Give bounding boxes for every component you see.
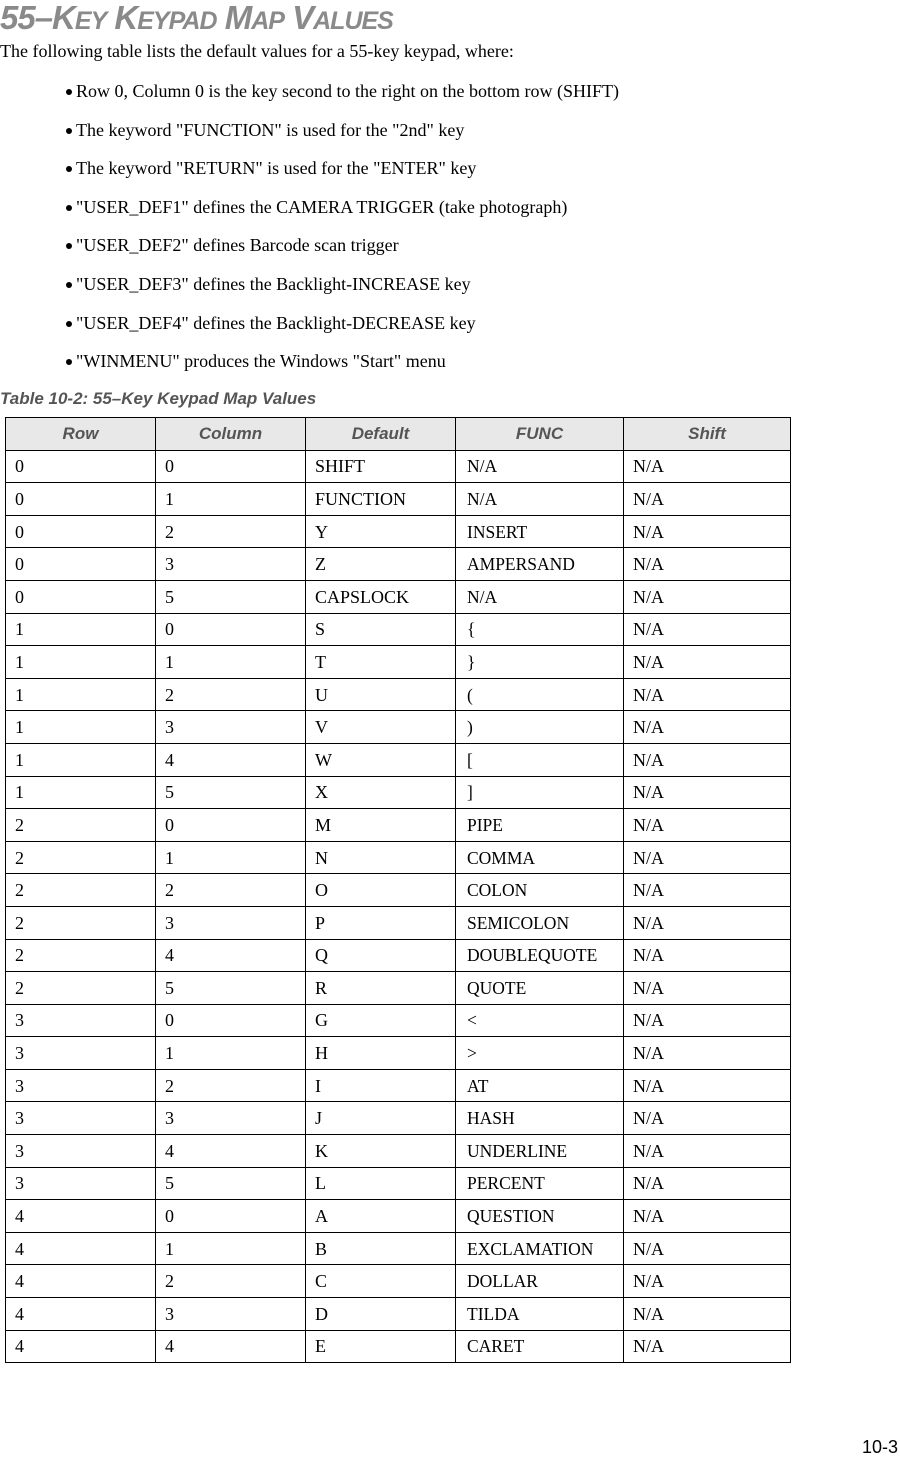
table-row xyxy=(6,841,791,874)
cell-default: P xyxy=(306,906,456,939)
table-row xyxy=(6,450,791,483)
cell-row: 1 xyxy=(6,711,156,744)
table-row xyxy=(6,646,791,679)
table-row xyxy=(6,1135,791,1168)
cell-shift: N/A xyxy=(624,1265,791,1298)
cell-column: 0 xyxy=(156,613,306,646)
cell-default: W xyxy=(306,743,456,776)
cell-row: 0 xyxy=(6,580,156,613)
table-row xyxy=(6,613,791,646)
table-row xyxy=(6,1265,791,1298)
keypad-map-table xyxy=(5,417,791,1363)
cell-shift: N/A xyxy=(624,939,791,972)
cell-func: QUOTE xyxy=(456,972,624,1005)
table-row xyxy=(6,678,791,711)
cell-row: 1 xyxy=(6,678,156,711)
table-row xyxy=(6,483,791,516)
cell-default: L xyxy=(306,1167,456,1200)
cell-shift: N/A xyxy=(624,1004,791,1037)
cell-func: COMMA xyxy=(456,841,624,874)
cell-shift: N/A xyxy=(624,450,791,483)
cell-default: H xyxy=(306,1037,456,1070)
cell-default: G xyxy=(306,1004,456,1037)
cell-default: A xyxy=(306,1200,456,1233)
cell-func: [ xyxy=(456,743,624,776)
table-row xyxy=(6,1069,791,1102)
cell-default: E xyxy=(306,1330,456,1363)
cell-shift: N/A xyxy=(624,711,791,744)
cell-column: 0 xyxy=(156,450,306,483)
cell-default: D xyxy=(306,1298,456,1331)
cell-func: > xyxy=(456,1037,624,1070)
cell-column: 1 xyxy=(156,1232,306,1265)
cell-column: 5 xyxy=(156,580,306,613)
bullet-item: "USER_DEF1" defines the CAMERA TRIGGER (take photograph) xyxy=(0,196,619,235)
cell-shift: N/A xyxy=(624,1069,791,1102)
cell-column: 1 xyxy=(156,1037,306,1070)
cell-func: HASH xyxy=(456,1102,624,1135)
cell-column: 1 xyxy=(156,483,306,516)
table-row xyxy=(6,1037,791,1070)
cell-func: CARET xyxy=(456,1330,624,1363)
cell-row: 3 xyxy=(6,1167,156,1200)
cell-func: AMPERSAND xyxy=(456,548,624,581)
cell-column: 2 xyxy=(156,1265,306,1298)
cell-row: 4 xyxy=(6,1298,156,1331)
cell-column: 5 xyxy=(156,776,306,809)
cell-shift: N/A xyxy=(624,809,791,842)
cell-shift: N/A xyxy=(624,972,791,1005)
cell-column: 1 xyxy=(156,646,306,679)
cell-row: 2 xyxy=(6,874,156,907)
cell-func: { xyxy=(456,613,624,646)
cell-shift: N/A xyxy=(624,1200,791,1233)
cell-default: CAPSLOCK xyxy=(306,580,456,613)
cell-shift: N/A xyxy=(624,1330,791,1363)
cell-row: 1 xyxy=(6,646,156,679)
cell-default: T xyxy=(306,646,456,679)
table-row xyxy=(6,1232,791,1265)
cell-column: 2 xyxy=(156,1069,306,1102)
bullet-item: "USER_DEF2" defines Barcode scan trigger xyxy=(0,234,619,273)
bullet-icon xyxy=(66,243,72,249)
cell-shift: N/A xyxy=(624,678,791,711)
table-row xyxy=(6,1330,791,1363)
cell-shift: N/A xyxy=(624,1298,791,1331)
bullet-item: "USER_DEF3" defines the Backlight-INCREASE key xyxy=(0,273,619,312)
cell-func: AT xyxy=(456,1069,624,1102)
cell-row: 2 xyxy=(6,939,156,972)
intro-paragraph: The following table lists the default values for a 55-key keypad, where: xyxy=(0,41,514,61)
table-row xyxy=(6,711,791,744)
cell-shift: N/A xyxy=(624,1167,791,1200)
cell-func: EXCLAMATION xyxy=(456,1232,624,1265)
cell-row: 1 xyxy=(6,613,156,646)
cell-default: O xyxy=(306,874,456,907)
cell-func: TILDA xyxy=(456,1298,624,1331)
cell-default: R xyxy=(306,972,456,1005)
table-row xyxy=(6,809,791,842)
table-row xyxy=(6,874,791,907)
cell-shift: N/A xyxy=(624,580,791,613)
cell-row: 4 xyxy=(6,1200,156,1233)
cell-row: 1 xyxy=(6,776,156,809)
cell-row: 2 xyxy=(6,906,156,939)
cell-func: ( xyxy=(456,678,624,711)
cell-column: 3 xyxy=(156,1102,306,1135)
bullet-icon xyxy=(66,359,72,365)
cell-shift: N/A xyxy=(624,613,791,646)
cell-column: 2 xyxy=(156,515,306,548)
cell-column: 4 xyxy=(156,743,306,776)
bullet-item: The keyword "RETURN" is used for the "ENTER" key xyxy=(0,157,619,196)
cell-default: Q xyxy=(306,939,456,972)
cell-shift: N/A xyxy=(624,841,791,874)
cell-row: 3 xyxy=(6,1102,156,1135)
cell-default: B xyxy=(306,1232,456,1265)
cell-default: S xyxy=(306,613,456,646)
cell-row: 0 xyxy=(6,515,156,548)
cell-func: COLON xyxy=(456,874,624,907)
table-row xyxy=(6,1200,791,1233)
column-header-func: FUNC xyxy=(456,418,624,451)
table-row xyxy=(6,1102,791,1135)
cell-default: N xyxy=(306,841,456,874)
cell-func: } xyxy=(456,646,624,679)
cell-column: 0 xyxy=(156,1004,306,1037)
cell-row: 3 xyxy=(6,1069,156,1102)
cell-func: DOUBLEQUOTE xyxy=(456,939,624,972)
table-row xyxy=(6,1004,791,1037)
cell-shift: N/A xyxy=(624,515,791,548)
cell-column: 1 xyxy=(156,841,306,874)
table-row xyxy=(6,743,791,776)
cell-shift: N/A xyxy=(624,1232,791,1265)
cell-func: PIPE xyxy=(456,809,624,842)
cell-func: N/A xyxy=(456,483,624,516)
table-row xyxy=(6,1298,791,1331)
cell-row: 2 xyxy=(6,841,156,874)
cell-row: 0 xyxy=(6,483,156,516)
cell-column: 3 xyxy=(156,548,306,581)
table-row xyxy=(6,580,791,613)
cell-shift: N/A xyxy=(624,483,791,516)
cell-func: ] xyxy=(456,776,624,809)
cell-column: 2 xyxy=(156,874,306,907)
cell-column: 2 xyxy=(156,678,306,711)
cell-shift: N/A xyxy=(624,1135,791,1168)
table-row xyxy=(6,548,791,581)
bullet-list xyxy=(0,80,619,389)
bullet-item: The keyword "FUNCTION" is used for the "2nd" key xyxy=(0,119,619,158)
section-heading: 55–KEY KEYPAD MAP VALUES xyxy=(0,0,393,36)
cell-default: C xyxy=(306,1265,456,1298)
cell-shift: N/A xyxy=(624,548,791,581)
cell-default: K xyxy=(306,1135,456,1168)
cell-shift: N/A xyxy=(624,776,791,809)
cell-default: M xyxy=(306,809,456,842)
cell-row: 4 xyxy=(6,1265,156,1298)
cell-column: 5 xyxy=(156,972,306,1005)
cell-column: 5 xyxy=(156,1167,306,1200)
cell-default: U xyxy=(306,678,456,711)
cell-func: DOLLAR xyxy=(456,1265,624,1298)
cell-row: 2 xyxy=(6,809,156,842)
cell-func: N/A xyxy=(456,450,624,483)
bullet-item: "USER_DEF4" defines the Backlight-DECREASE key xyxy=(0,312,619,351)
cell-row: 3 xyxy=(6,1004,156,1037)
column-header-default: Default xyxy=(306,418,456,451)
cell-shift: N/A xyxy=(624,1037,791,1070)
cell-row: 1 xyxy=(6,743,156,776)
column-header-shift: Shift xyxy=(624,418,791,451)
column-header-column: Column xyxy=(156,418,306,451)
cell-func: INSERT xyxy=(456,515,624,548)
cell-default: J xyxy=(306,1102,456,1135)
cell-column: 0 xyxy=(156,1200,306,1233)
cell-row: 3 xyxy=(6,1135,156,1168)
cell-default: Z xyxy=(306,548,456,581)
bullet-icon xyxy=(66,282,72,288)
cell-func: < xyxy=(456,1004,624,1037)
cell-row: 4 xyxy=(6,1330,156,1363)
cell-default: Y xyxy=(306,515,456,548)
cell-row: 4 xyxy=(6,1232,156,1265)
cell-shift: N/A xyxy=(624,1102,791,1135)
cell-func: UNDERLINE xyxy=(456,1135,624,1168)
cell-row: 0 xyxy=(6,450,156,483)
cell-func: QUESTION xyxy=(456,1200,624,1233)
page-number: 10-3 xyxy=(861,1437,898,1457)
column-header-row: Row xyxy=(6,418,156,451)
table-caption: Table 10-2: 55–Key Keypad Map Values xyxy=(0,389,317,408)
table-row xyxy=(6,972,791,1005)
cell-func: N/A xyxy=(456,580,624,613)
cell-shift: N/A xyxy=(624,906,791,939)
table-row xyxy=(6,1167,791,1200)
bullet-item: Row 0, Column 0 is the key second to the right on the bottom row (SHIFT) xyxy=(0,80,619,119)
cell-func: PERCENT xyxy=(456,1167,624,1200)
cell-column: 4 xyxy=(156,1135,306,1168)
cell-column: 4 xyxy=(156,1330,306,1363)
cell-column: 3 xyxy=(156,711,306,744)
cell-column: 3 xyxy=(156,1298,306,1331)
cell-column: 4 xyxy=(156,939,306,972)
table-header-row xyxy=(6,418,791,451)
cell-default: V xyxy=(306,711,456,744)
table-row xyxy=(6,515,791,548)
cell-default: FUNCTION xyxy=(306,483,456,516)
bullet-icon xyxy=(66,128,72,134)
table-body xyxy=(6,450,791,1363)
cell-column: 3 xyxy=(156,906,306,939)
cell-shift: N/A xyxy=(624,743,791,776)
table-row xyxy=(6,906,791,939)
cell-shift: N/A xyxy=(624,874,791,907)
cell-shift: N/A xyxy=(624,646,791,679)
bullet-icon xyxy=(66,321,72,327)
cell-row: 3 xyxy=(6,1037,156,1070)
cell-func: ) xyxy=(456,711,624,744)
table-row xyxy=(6,776,791,809)
cell-default: X xyxy=(306,776,456,809)
cell-default: SHIFT xyxy=(306,450,456,483)
cell-default: I xyxy=(306,1069,456,1102)
cell-column: 0 xyxy=(156,809,306,842)
cell-func: SEMICOLON xyxy=(456,906,624,939)
table-row xyxy=(6,939,791,972)
bullet-icon xyxy=(66,205,72,211)
bullet-icon xyxy=(66,166,72,172)
cell-row: 2 xyxy=(6,972,156,1005)
bullet-item: "WINMENU" produces the Windows "Start" menu xyxy=(0,350,619,389)
cell-row: 0 xyxy=(6,548,156,581)
bullet-icon xyxy=(66,89,72,95)
